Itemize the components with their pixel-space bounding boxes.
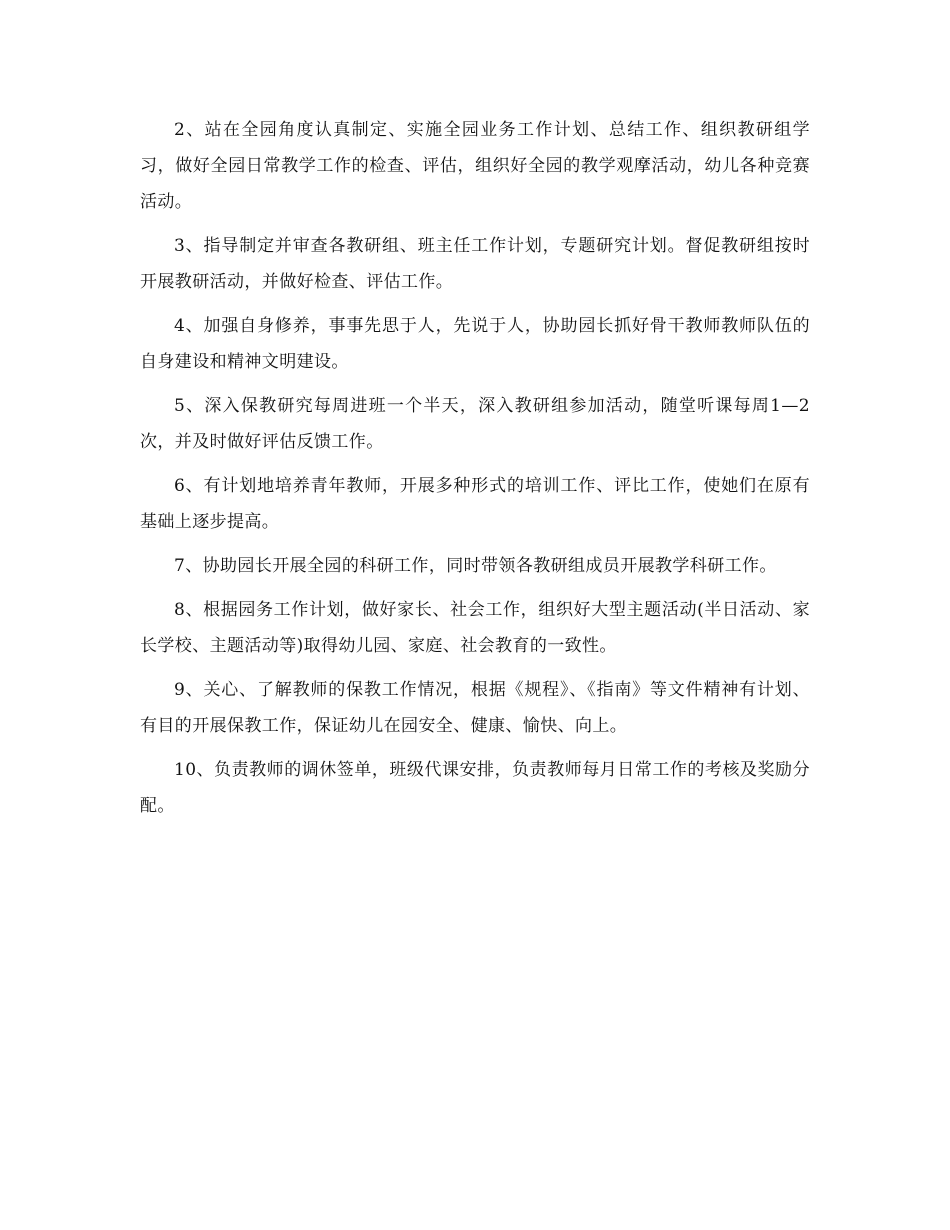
paragraph-item-8: 8、根据园务工作计划，做好家长、社会工作，组织好大型主题活动(半日活动、家长学校、主题活动等)取得幼儿园、家庭、社会教育的一致性。 — [140, 600, 810, 656]
paragraph-item-6: 6、有计划地培养青年教师，开展多种形式的培训工作、评比工作，使她们在原有基础上逐步提高。 — [140, 476, 810, 532]
paragraph-item-10: 10、负责教师的调休签单，班级代课安排，负责教师每月日常工作的考核及奖励分配。 — [140, 760, 810, 816]
paragraph-item-7: 7、协助园长开展全园的科研工作，同时带领各教研组成员开展教学科研工作。 — [174, 556, 777, 576]
paragraph-item-4: 4、加强自身修养，事事先思于人，先说于人，协助园长抓好骨干教师教师队伍的自身建设和精神文明建设。 — [140, 316, 810, 372]
paragraph-item-9: 9、关心、了解教师的保教工作情况，根据《规程》、《指南》等文件精神有计划、有目的开展保教工作，保证幼儿在园安全、健康、愉快、向上。 — [140, 680, 810, 736]
paragraph-item-2: 2、站在全园角度认真制定、实施全园业务工作计划、总结工作、组织教研组学习，做好全园日常教学工作的检查、评估，组织好全园的教学观摩活动，幼儿各种竞赛活动。 — [140, 120, 810, 212]
document-body — [140, 112, 810, 832]
paragraph-item-5: 5、深入保教研究每周进班一个半天，深入教研组参加活动，随堂听课每周1—2次，并及时做好评估反馈工作。 — [140, 396, 810, 452]
paragraph-item-3: 3、指导制定并审查各教研组、班主任工作计划，专题研究计划。督促教研组按时开展教研活动，并做好检查、评估工作。 — [140, 236, 810, 292]
